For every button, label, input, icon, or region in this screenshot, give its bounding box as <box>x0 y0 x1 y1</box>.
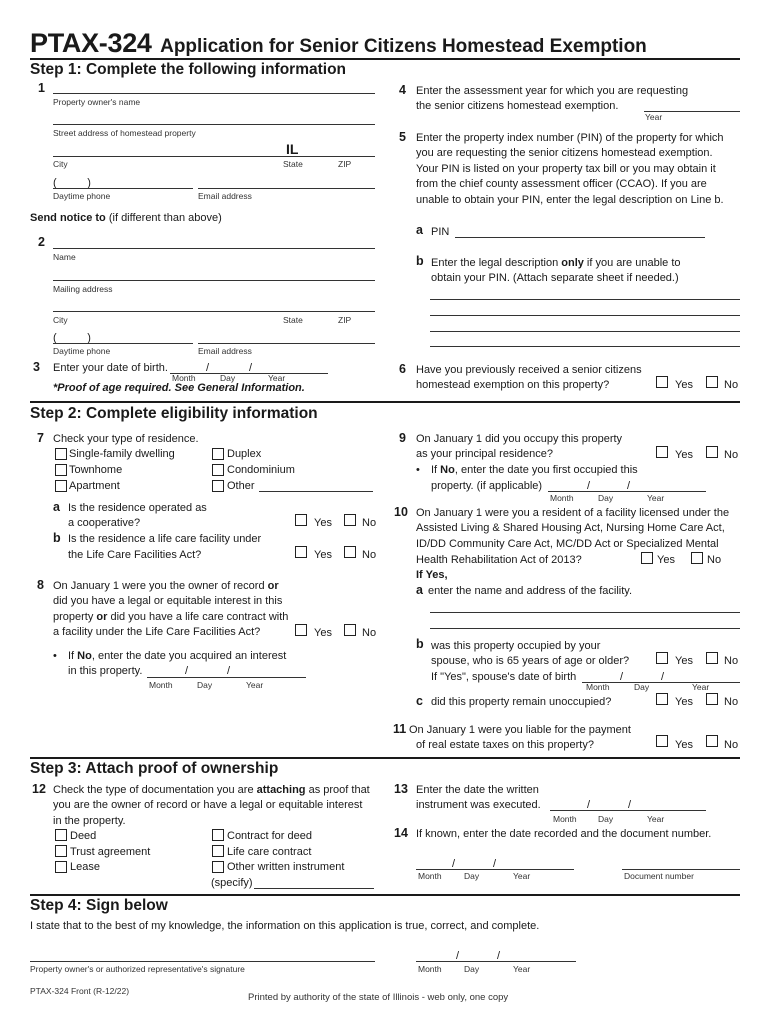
q14-day-label: Day <box>464 871 480 881</box>
q8-line3 <box>53 610 288 626</box>
birth-year-label: Year <box>268 373 286 383</box>
q11-line1: On January 1 were you liable for the payment <box>409 724 631 736</box>
res-other-label: Other <box>227 480 255 492</box>
q12-line2: you are the owner of record or have a legal or equitable interest <box>53 799 363 811</box>
doc-deed-checkbox[interactable] <box>55 829 67 841</box>
send-notice-bold: Send notice to <box>30 212 106 224</box>
q5a-letter: a <box>416 223 423 237</box>
owner-name-field[interactable] <box>53 93 375 94</box>
q8-day-label: Day <box>197 680 213 690</box>
q10a-letter: a <box>416 583 423 597</box>
step2-rule <box>30 401 740 403</box>
doc-other-checkbox[interactable] <box>212 861 224 873</box>
q8-yes-label: Yes <box>314 627 332 639</box>
q7b-letter: b <box>53 531 61 545</box>
q9-no-checkbox[interactable] <box>706 446 718 458</box>
q10-no-checkbox[interactable] <box>691 552 703 564</box>
legal-desc-line-1[interactable] <box>430 299 740 300</box>
q10c-yes-label: Yes <box>675 696 693 708</box>
street-address-field[interactable] <box>53 124 375 125</box>
item-number-12: 12 <box>32 782 46 796</box>
item-number-8: 8 <box>37 578 44 592</box>
q8-month-label: Month <box>149 680 173 690</box>
q5-line3: Your PIN is listed on your property tax bill or you may obtain it <box>416 163 716 175</box>
city-label: City <box>53 159 68 169</box>
q7b-yes-checkbox[interactable] <box>295 546 307 558</box>
facility-line-1[interactable] <box>430 612 740 613</box>
q7a-no-checkbox[interactable] <box>344 514 356 526</box>
q6-line1: Have you previously received a senior citizens <box>416 364 642 376</box>
step3-rule <box>30 757 740 759</box>
doc-deed-label: Deed <box>70 830 97 842</box>
birth-label: Enter your date of birth. <box>53 362 168 374</box>
q10-if-yes: If Yes, <box>416 569 448 581</box>
notice-email-field[interactable] <box>198 343 375 344</box>
notice-state-label: State <box>283 315 303 325</box>
birth-sep-1: / <box>206 362 210 374</box>
res-duplex-label: Duplex <box>227 448 262 460</box>
q13-day-label: Day <box>598 814 614 824</box>
q11-yes-label: Yes <box>675 739 693 751</box>
q7a-letter: a <box>53 500 60 514</box>
notice-zip-label: ZIP <box>338 315 352 325</box>
q5b-line1 <box>431 256 681 272</box>
q4-line2: the senior citizens homestead exemption. <box>416 100 619 112</box>
q8-line1-text: On January 1 were you the owner of record <box>53 580 268 592</box>
q10a-text: enter the name and address of the facility. <box>428 585 633 597</box>
step3-title: Step 3: Attach proof of ownership <box>30 760 279 777</box>
q10c-text: did this property remain unoccupied? <box>431 696 612 708</box>
q9-if-line1 <box>431 463 638 479</box>
email-field[interactable] <box>198 188 375 189</box>
q14-sep-1: / <box>452 858 456 870</box>
q7a-yes-checkbox[interactable] <box>295 514 307 526</box>
q5-line4: from the chief county assessment officer (CCAO). If you are <box>416 178 707 190</box>
q9-month-label: Month <box>550 493 574 503</box>
q11-line2: of real estate taxes on this property? <box>416 739 594 751</box>
res-other-checkbox[interactable] <box>212 480 224 492</box>
doc-specify-field[interactable] <box>254 888 374 889</box>
q8-if-line1 <box>68 649 286 665</box>
item-number-5: 5 <box>399 130 406 144</box>
item-number-1: 1 <box>38 81 45 95</box>
q6-yes-checkbox[interactable] <box>656 376 668 388</box>
q8-sep-1: / <box>185 665 189 677</box>
email-label: Email address <box>198 191 252 201</box>
assessment-year-label: Year <box>645 112 663 122</box>
q14-text: If known, enter the date recorded and the document number. <box>416 828 712 840</box>
q7b-no-label: No <box>362 549 377 561</box>
item-number-6: 6 <box>399 362 406 376</box>
q8-if-line2: in this property. <box>68 665 143 677</box>
q6-no-label: No <box>724 379 739 391</box>
q11-yes-checkbox[interactable] <box>656 735 668 747</box>
printed-by-authority: Printed by authority of the state of Illinois - web only, one copy <box>248 992 509 1003</box>
legal-desc-line-2[interactable] <box>430 315 740 316</box>
q5-line1: Enter the property index number (PIN) of the property for which <box>416 132 724 144</box>
form-header <box>30 28 647 59</box>
q10b-line3: If "Yes", spouse's date of birth <box>431 671 577 683</box>
step4-title: Step 4: Sign below <box>30 897 168 914</box>
document-number-field[interactable] <box>622 869 740 870</box>
sig-sep-1: / <box>456 950 460 962</box>
sig-year-label: Year <box>513 964 531 974</box>
item-number-3: 3 <box>33 360 40 374</box>
state-label: State <box>283 159 303 169</box>
q10b-no-checkbox[interactable] <box>706 652 718 664</box>
q8-if-bold: No <box>77 650 92 662</box>
phone-paren: ( ) <box>53 177 91 189</box>
q5-line5: unable to obtain your PIN, enter the legal description on Line b. <box>416 194 724 206</box>
q7b-no-checkbox[interactable] <box>344 546 356 558</box>
res-condominium-label: Condominium <box>227 464 295 476</box>
step2-title: Step 2: Complete eligibility information <box>30 405 318 422</box>
doc-lease-label: Lease <box>70 861 100 873</box>
q8-if-pre: If <box>68 650 78 662</box>
pin-label: PIN <box>431 226 450 238</box>
notice-email-label: Email address <box>198 346 252 356</box>
q13-line1: Enter the date the written <box>416 784 539 796</box>
header-rule <box>30 58 740 60</box>
q9-yes-label: Yes <box>675 449 693 461</box>
notice-city-field[interactable] <box>53 311 375 312</box>
doc-other-label: Other written instrument <box>227 861 345 873</box>
spouse-sep-1: / <box>620 671 624 683</box>
step4-rule <box>30 894 740 896</box>
certification-statement: I state that to the best of my knowledge, the information on this application is true, correct, and complete. <box>30 920 540 932</box>
q5b-pre: Enter the legal description <box>431 257 562 269</box>
q8-line1-or: or <box>267 580 279 592</box>
q9-line2: as your principal residence? <box>416 448 553 460</box>
item-number-14: 14 <box>394 826 408 840</box>
notice-phone-label: Daytime phone <box>53 346 111 356</box>
signature-field[interactable] <box>30 961 375 962</box>
q9-sep-2: / <box>627 480 631 492</box>
q9-year-label: Year <box>647 493 665 503</box>
owner-name-label: Property owner's name <box>53 97 141 107</box>
q13-month-label: Month <box>553 814 577 824</box>
state-value: IL <box>286 141 299 157</box>
q7b-line2: the Life Care Facilities Act? <box>68 549 202 561</box>
q8-yes-checkbox[interactable] <box>295 624 307 636</box>
q12-line1 <box>53 783 370 799</box>
pin-field[interactable] <box>455 237 705 238</box>
q10-line3: ID/DD Community Care Act, MC/DD Act or Specialized Mental <box>416 538 719 550</box>
res-apartment-checkbox[interactable] <box>55 480 67 492</box>
q10b-yes-label: Yes <box>675 655 693 667</box>
doc-trust-checkbox[interactable] <box>55 845 67 857</box>
doc-specify-label: (specify) <box>211 877 253 889</box>
doc-life-care-checkbox[interactable] <box>212 845 224 857</box>
q10-no-label: No <box>707 554 722 566</box>
item-number-11: 11 <box>393 722 407 736</box>
q5-line2: you are requesting the senior citizens homestead exemption. <box>416 147 713 159</box>
res-condominium-checkbox[interactable] <box>212 464 224 476</box>
notice-name-label: Name <box>53 252 76 262</box>
q6-line2: homestead exemption on this property? <box>416 379 610 391</box>
q8-if-post: , enter the date you acquired an interest <box>91 650 287 662</box>
street-address-label: Street address of homestead property <box>53 128 196 138</box>
item-number-7: 7 <box>37 431 44 445</box>
send-notice-heading <box>30 211 222 227</box>
q14-month-label: Month <box>418 871 442 881</box>
q9-if-line2: property. (if applicable) <box>431 480 543 492</box>
q9-line1: On January 1 did you occupy this property <box>416 433 623 445</box>
q10c-yes-checkbox[interactable] <box>656 693 668 705</box>
notice-city-label: City <box>53 315 68 325</box>
form-code: PTAX-324 <box>30 28 152 58</box>
send-notice-rest: (if different than above) <box>108 212 222 224</box>
notice-phone-field[interactable] <box>53 343 193 344</box>
q11-no-checkbox[interactable] <box>706 735 718 747</box>
signature-date-field[interactable] <box>416 961 576 962</box>
legal-desc-line-3[interactable] <box>430 331 740 332</box>
mailing-address-field[interactable] <box>53 280 375 281</box>
birth-day-label: Day <box>220 373 236 383</box>
item-number-9: 9 <box>399 431 406 445</box>
proof-of-age-note: *Proof of age required. See General Information. <box>53 382 305 394</box>
q5b-bold: only <box>561 257 584 269</box>
doc-life-care-label: Life care contract <box>227 846 312 858</box>
q10c-no-label: No <box>724 696 739 708</box>
q12-line3: in the property. <box>53 815 126 827</box>
q10b-letter: b <box>416 637 424 651</box>
q8-line3-or: or <box>96 611 108 623</box>
q9-day-label: Day <box>598 493 614 503</box>
sig-sep-2: / <box>497 950 501 962</box>
q8-line3-rest: did you have a life care contract with <box>107 611 289 623</box>
q9-no-label: No <box>724 449 739 461</box>
q8-year-label: Year <box>246 680 264 690</box>
q7a-yes-label: Yes <box>314 517 332 529</box>
q6-no-checkbox[interactable] <box>706 376 718 388</box>
q8-line2: did you have a legal or equitable interest in this <box>53 595 283 607</box>
res-apartment-label: Apartment <box>69 480 120 492</box>
q5b-post: if you are unable to <box>583 257 681 269</box>
q10-line1: On January 1 were you a resident of a facility licensed under the <box>416 507 730 519</box>
doc-contract-checkbox[interactable] <box>212 829 224 841</box>
q7-label: Check your type of residence. <box>53 433 199 445</box>
q10b-yes-checkbox[interactable] <box>656 652 668 664</box>
q9-if-bold: No <box>440 464 455 476</box>
q7b-line1: Is the residence a life care facility under <box>68 533 262 545</box>
q8-bullet: • <box>53 650 57 662</box>
city-state-zip-field[interactable] <box>53 156 375 157</box>
q10c-letter: c <box>416 694 423 708</box>
q12-bold: attaching <box>256 784 306 796</box>
q5b-letter: b <box>416 254 424 268</box>
q10b-line2: spouse, who is 65 years of age or older? <box>431 655 630 667</box>
q12-post: as proof that <box>305 784 370 796</box>
document-number-label: Document number <box>624 871 694 881</box>
phone-label: Daytime phone <box>53 191 111 201</box>
q9-yes-checkbox[interactable] <box>656 446 668 458</box>
facility-line-2[interactable] <box>430 628 740 629</box>
mailing-address-label: Mailing address <box>53 284 113 294</box>
notice-name-field[interactable] <box>53 248 375 249</box>
notice-phone-paren: ( ) <box>53 332 91 344</box>
q7a-no-label: No <box>362 517 377 529</box>
spouse-day-label: Day <box>634 682 650 692</box>
sig-day-label: Day <box>464 964 480 974</box>
q13-sep-1: / <box>587 799 591 811</box>
res-single-family-label: Single-family dwelling <box>69 448 175 460</box>
spouse-year-label: Year <box>692 682 710 692</box>
q10-line4: Health Rehabilitation Act of 2013? <box>416 554 582 566</box>
q13-line2: instrument was executed. <box>416 799 541 811</box>
res-other-field[interactable] <box>259 491 373 492</box>
sig-month-label: Month <box>418 964 442 974</box>
q4-line1: Enter the assessment year for which you are requesting <box>416 85 689 97</box>
res-duplex-checkbox[interactable] <box>212 448 224 460</box>
q10-yes-label: Yes <box>657 554 675 566</box>
res-townhome-checkbox[interactable] <box>55 464 67 476</box>
item-number-4: 4 <box>399 83 406 97</box>
legal-desc-line-4[interactable] <box>430 346 740 347</box>
q8-no-checkbox[interactable] <box>344 624 356 636</box>
q14-year-label: Year <box>513 871 531 881</box>
q13-year-label: Year <box>647 814 665 824</box>
form-revision: PTAX-324 Front (R-12/22) <box>30 986 130 996</box>
item-number-13: 13 <box>394 782 408 796</box>
q9-sep-1: / <box>587 480 591 492</box>
spouse-sep-2: / <box>661 671 665 683</box>
signature-label: Property owner's or authorized representative's signature <box>30 964 245 974</box>
birth-sep-2: / <box>249 362 253 374</box>
doc-lease-checkbox[interactable] <box>55 861 67 873</box>
q8-no-label: No <box>362 627 377 639</box>
q10-yes-checkbox[interactable] <box>641 552 653 564</box>
item-number-10: 10 <box>394 505 408 519</box>
q9-if-pre: If <box>431 464 441 476</box>
q10-line2: Assisted Living & Shared Housing Act, Nursing Home Care Act, <box>416 522 725 534</box>
q7b-yes-label: Yes <box>314 549 332 561</box>
doc-trust-label: Trust agreement <box>70 846 151 858</box>
form-title: Application for Senior Citizens Homestead Exemption <box>160 36 647 57</box>
q10b-line1: was this property occupied by your <box>431 640 601 652</box>
q12-pre: Check the type of documentation you are <box>53 784 257 796</box>
q9-if-post: , enter the date you first occupied this <box>454 464 638 476</box>
daytime-phone-field[interactable] <box>53 188 193 189</box>
q6-yes-label: Yes <box>675 379 693 391</box>
q8-sep-2: / <box>227 665 231 677</box>
q7a-line2: a cooperative? <box>68 517 141 529</box>
birth-month-label: Month <box>172 373 196 383</box>
step1-title: Step 1: Complete the following information <box>30 61 347 78</box>
q7a-line1: Is the residence operated as <box>68 502 207 514</box>
q14-sep-2: / <box>493 858 497 870</box>
q8-line4: a facility under the Life Care Facilities Act? <box>53 626 261 638</box>
q5b-line2: obtain your PIN. (Attach separate sheet if needed.) <box>431 272 679 284</box>
res-single-family-checkbox[interactable] <box>55 448 67 460</box>
item-number-2: 2 <box>38 235 45 249</box>
q8-line3-text: property <box>53 611 97 623</box>
q11-no-label: No <box>724 739 739 751</box>
doc-contract-label: Contract for deed <box>227 830 312 842</box>
spouse-month-label: Month <box>586 682 610 692</box>
q10b-no-label: No <box>724 655 739 667</box>
q8-line1 <box>53 579 279 595</box>
res-townhome-label: Townhome <box>69 464 123 476</box>
q10c-no-checkbox[interactable] <box>706 693 718 705</box>
q13-sep-2: / <box>628 799 632 811</box>
zip-label: ZIP <box>338 159 352 169</box>
q9-bullet: • <box>416 464 420 476</box>
